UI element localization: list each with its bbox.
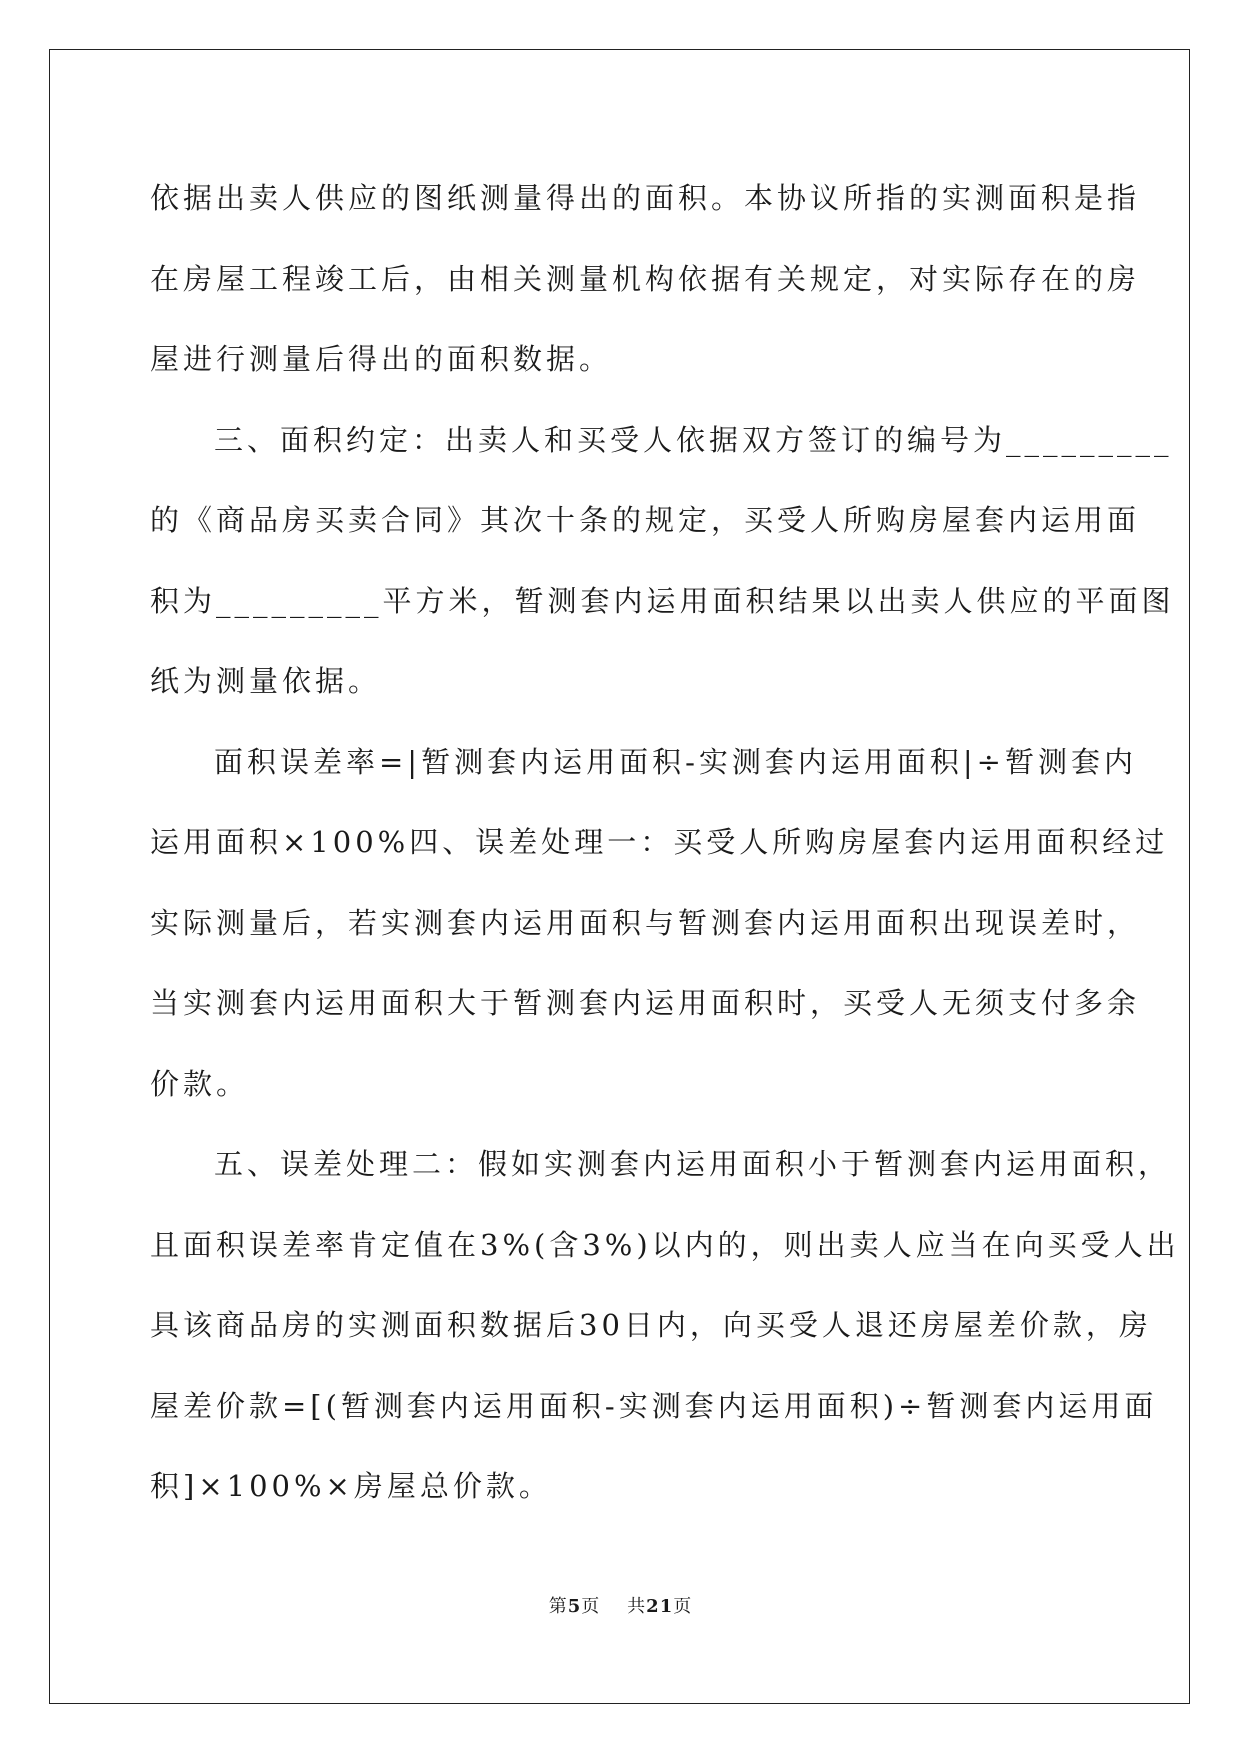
text-line: 的《商品房买卖合同》其次十条的规定，买受人所购房屋套内运用面 [150, 503, 1141, 537]
text-line: 积]×100%×房屋总价款。 [150, 1469, 552, 1503]
text-line: 纸为测量依据。 [150, 664, 382, 698]
paragraph-start-line: 三、面积约定：出卖人和买受人依据双方签订的编号为_________ [214, 422, 1173, 457]
paragraph-start-line: 五、误差处理二：假如实测套内运用面积小于暂测套内运用面积， [214, 1147, 1172, 1181]
text-line: 具该商品房的实测面积数据后30日内，向买受人退还房屋差价款，房 [150, 1308, 1152, 1342]
total-pages: 21 [646, 1596, 674, 1617]
page-prefix: 第 [548, 1596, 568, 1617]
text-line: 且面积误差率肯定值在3%(含3%)以内的，则出卖人应当在向买受人出 [150, 1227, 1180, 1262]
text-line: 屋差价款=[(暂测套内运用面积-实测套内运用面积)÷暂测套内运用面 [150, 1388, 1158, 1423]
text-line: 实际测量后，若实测套内运用面积与暂测套内运用面积出现误差时， [150, 905, 1141, 940]
page-number: 5 [567, 1596, 582, 1617]
text-line: 屋进行测量后得出的面积数据。 [150, 342, 613, 376]
text-line: 运用面积×100%四、误差处理一：买受人所购房屋套内运用面积经过 [150, 825, 1169, 859]
total-suffix: 页 [673, 1596, 693, 1617]
text-line: 当实测套内运用面积大于暂测套内运用面积时，买受人无须支付多余 [150, 986, 1141, 1020]
text-line: 价款。 [150, 1066, 250, 1101]
text-line: 积为_________平方米，暂测套内运用面积结果以出卖人供应的平面图 [150, 583, 1175, 618]
text-line: 在房屋工程竣工后，由相关测量机构依据有关规定，对实际存在的房 [150, 261, 1141, 296]
page-suffix: 页 [581, 1596, 601, 1617]
total-prefix: 共 [627, 1596, 647, 1617]
text-line: 依据出卖人供应的图纸测量得出的面积。本协议所指的实测面积是指 [150, 181, 1141, 215]
page-footer [0, 1592, 1241, 1618]
paragraph-start-line: 面积误差率=|暂测套内运用面积-实测套内运用面积|÷暂测套内 [214, 744, 1137, 779]
document-body [150, 158, 1180, 1527]
